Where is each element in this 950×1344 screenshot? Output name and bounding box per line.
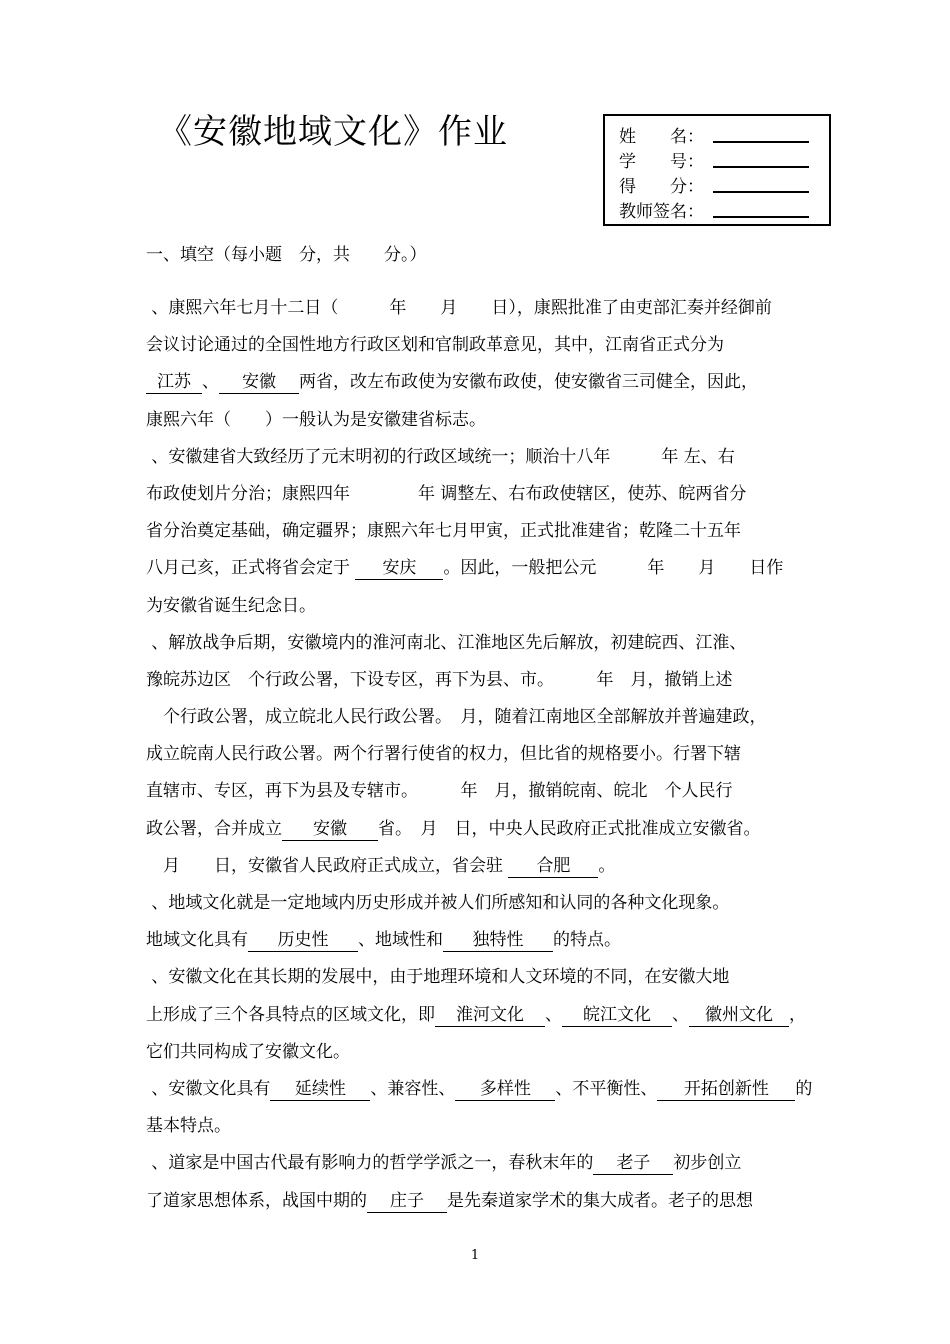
text-line <box>146 997 806 1034</box>
text-segment: 、兼容性、 <box>370 1078 456 1099</box>
info-label: 学 号： <box>619 152 704 172</box>
text-segment: ， <box>789 1004 806 1025</box>
info-row-score <box>619 172 829 197</box>
text-segment: 会议讨论通过的全国性地方行政区划和官制政革意见，其中，江南省正式分为 <box>146 335 724 356</box>
text-line <box>146 402 806 439</box>
student-id-field[interactable] <box>713 150 809 168</box>
text-line <box>146 1183 806 1220</box>
text-line <box>146 885 806 922</box>
text-segment: 的 <box>795 1078 813 1099</box>
text-line <box>146 959 806 996</box>
fill-in-answer[interactable]: 历史性 <box>248 929 358 952</box>
text-segment: 上形成了三个各具特点的区域文化，即 <box>146 1004 435 1025</box>
text-segment: 、不平衡性、 <box>555 1078 658 1099</box>
text-line <box>146 1034 806 1071</box>
fill-in-answer[interactable]: 庄子 <box>367 1190 447 1213</box>
fill-in-answer[interactable]: 安徽 <box>219 371 299 394</box>
text-segment: 政公署，合并成立 <box>146 818 282 839</box>
info-label: 教师签名： <box>619 202 704 222</box>
fill-in-answer[interactable]: 安徽 <box>282 818 378 841</box>
section-heading: 一、填空（每小题 分，共 分。） <box>146 245 427 265</box>
text-line <box>146 476 806 513</box>
text-segment: 、 <box>545 1004 562 1025</box>
text-segment: 豫皖苏边区 个行政公署，下设专区，再下为县、市。 年 月，撤销上述 <box>146 669 733 690</box>
fill-in-answer[interactable]: 合肥 <box>508 855 598 878</box>
text-segment: 初步创立 <box>673 1153 742 1174</box>
text-line <box>146 513 806 550</box>
text-segment: 两省，改左布政使为安徽布政使，使安徽省三司健全，因此， <box>299 372 758 393</box>
info-row-teacher-signature <box>619 197 829 222</box>
text-line <box>146 736 806 773</box>
teacher-signature-field[interactable] <box>713 200 809 218</box>
info-label: 姓 名： <box>619 127 704 147</box>
text-segment: 月 日，安徽省人民政府正式成立，省会驻 <box>146 855 509 876</box>
text-segment: 、 <box>672 1004 689 1025</box>
text-segment: 、安徽文化具有 <box>146 1078 271 1099</box>
fill-in-answer[interactable]: 江苏 <box>146 371 202 394</box>
text-segment: 为安徽省诞生纪念日。 <box>146 595 316 616</box>
text-segment: 成立皖南人民行政公署。两个行署行使省的权力，但比省的规格要小。行署下辖 <box>146 744 741 765</box>
text-segment: 直辖市、专区，再下为县及专辖市。 年 月，撤销皖南、皖北 个人民行 <box>146 781 733 802</box>
fill-in-answer[interactable]: 独特性 <box>443 929 553 952</box>
fill-in-answer[interactable]: 开拓创新性 <box>657 1078 795 1101</box>
text-line <box>146 699 806 736</box>
text-line <box>146 550 806 587</box>
text-line <box>146 811 806 848</box>
fill-in-answer[interactable]: 徽州文化 <box>689 1004 789 1027</box>
text-line <box>146 327 806 364</box>
fill-in-answer[interactable]: 多样性 <box>455 1078 555 1101</box>
text-line <box>146 922 806 959</box>
text-line <box>146 1145 806 1182</box>
text-line <box>146 1071 813 1108</box>
text-segment: 、地域文化就是一定地域内历史形成并被人们所感知和认同的各种文化现象。 <box>146 893 730 913</box>
text-segment: 、地域性和 <box>358 930 443 951</box>
text-line <box>146 588 806 625</box>
text-segment: 、安徽文化在其长期的发展中，由于地理环境和人文环境的不同，在安徽大地 <box>146 967 730 988</box>
info-label: 得 分： <box>619 177 704 197</box>
text-segment: 省。 月 日，中央人民政府正式批准成立安徽省。 <box>378 818 761 839</box>
text-line <box>146 848 806 885</box>
text-segment: 它们共同构成了安徽文化。 <box>146 1041 350 1062</box>
score-field[interactable] <box>713 175 809 193</box>
text-segment: 。 <box>598 855 616 876</box>
text-line <box>146 625 806 662</box>
page-title: 《安徽地域文化》作业 <box>158 112 508 152</box>
text-segment: 了道家思想体系，战国中期的 <box>146 1190 367 1211</box>
text-segment: 基本特点。 <box>146 1116 231 1137</box>
text-line <box>146 439 806 476</box>
text-segment: 。因此，一般把公元 年 月 日作 <box>443 558 784 579</box>
text-segment: 康熙六年（ ）一般认为是安徽建省标志。 <box>146 409 486 430</box>
text-segment: 、道家是中国古代最有影响力的哲学学派之一，春秋末年的 <box>146 1153 594 1174</box>
text-line <box>146 1108 806 1145</box>
text-segment: 、安徽建省大致经历了元末明初的行政区域统一；顺治十八年 年 左、右 <box>146 446 735 467</box>
text-segment: 省分治奠定基础，确定疆界；康熙六年七月甲寅，正式批准建省；乾隆二十五年 <box>146 521 741 542</box>
text-segment: 是先秦道家学术的集大成者。老子的思想 <box>447 1190 753 1211</box>
text-segment: 个行政公署，成立皖北人民行政公署。 月，随着江南地区全部解放并普遍建政， <box>146 707 767 728</box>
text-segment: 的特点。 <box>553 930 621 951</box>
text-line <box>146 364 806 401</box>
fill-in-answer[interactable]: 老子 <box>593 1152 673 1175</box>
text-segment: 八月己亥，正式将省会定于 <box>146 558 356 579</box>
fill-in-answer[interactable]: 安庆 <box>355 557 443 580</box>
text-segment: 布政使划片分治；康熙四年 年 调整左、右布政使辖区，使苏、皖两省分 <box>146 483 747 504</box>
fill-in-answer[interactable]: 皖江文化 <box>562 1004 672 1027</box>
text-segment: 、 <box>202 372 219 393</box>
info-row-student-id <box>619 147 829 172</box>
document-body <box>146 290 813 1220</box>
fill-in-answer[interactable]: 延续性 <box>270 1078 370 1101</box>
text-line <box>146 662 806 699</box>
text-segment: 地域文化具有 <box>146 930 248 951</box>
page-number: 1 <box>470 1248 480 1263</box>
fill-in-answer[interactable]: 淮河文化 <box>435 1004 545 1027</box>
text-line <box>146 773 806 810</box>
text-segment: 、康熙六年七月十二日（ 年 月 日），康熙批准了由吏部汇奏并经御前 <box>146 298 772 318</box>
info-row-name <box>619 122 829 147</box>
text-line <box>146 290 806 327</box>
text-segment: 、解放战争后期，安徽境内的淮河南北、江淮地区先后解放，初建皖西、江淮、 <box>146 632 747 653</box>
name-field[interactable] <box>713 125 809 143</box>
student-info-box <box>603 114 831 226</box>
